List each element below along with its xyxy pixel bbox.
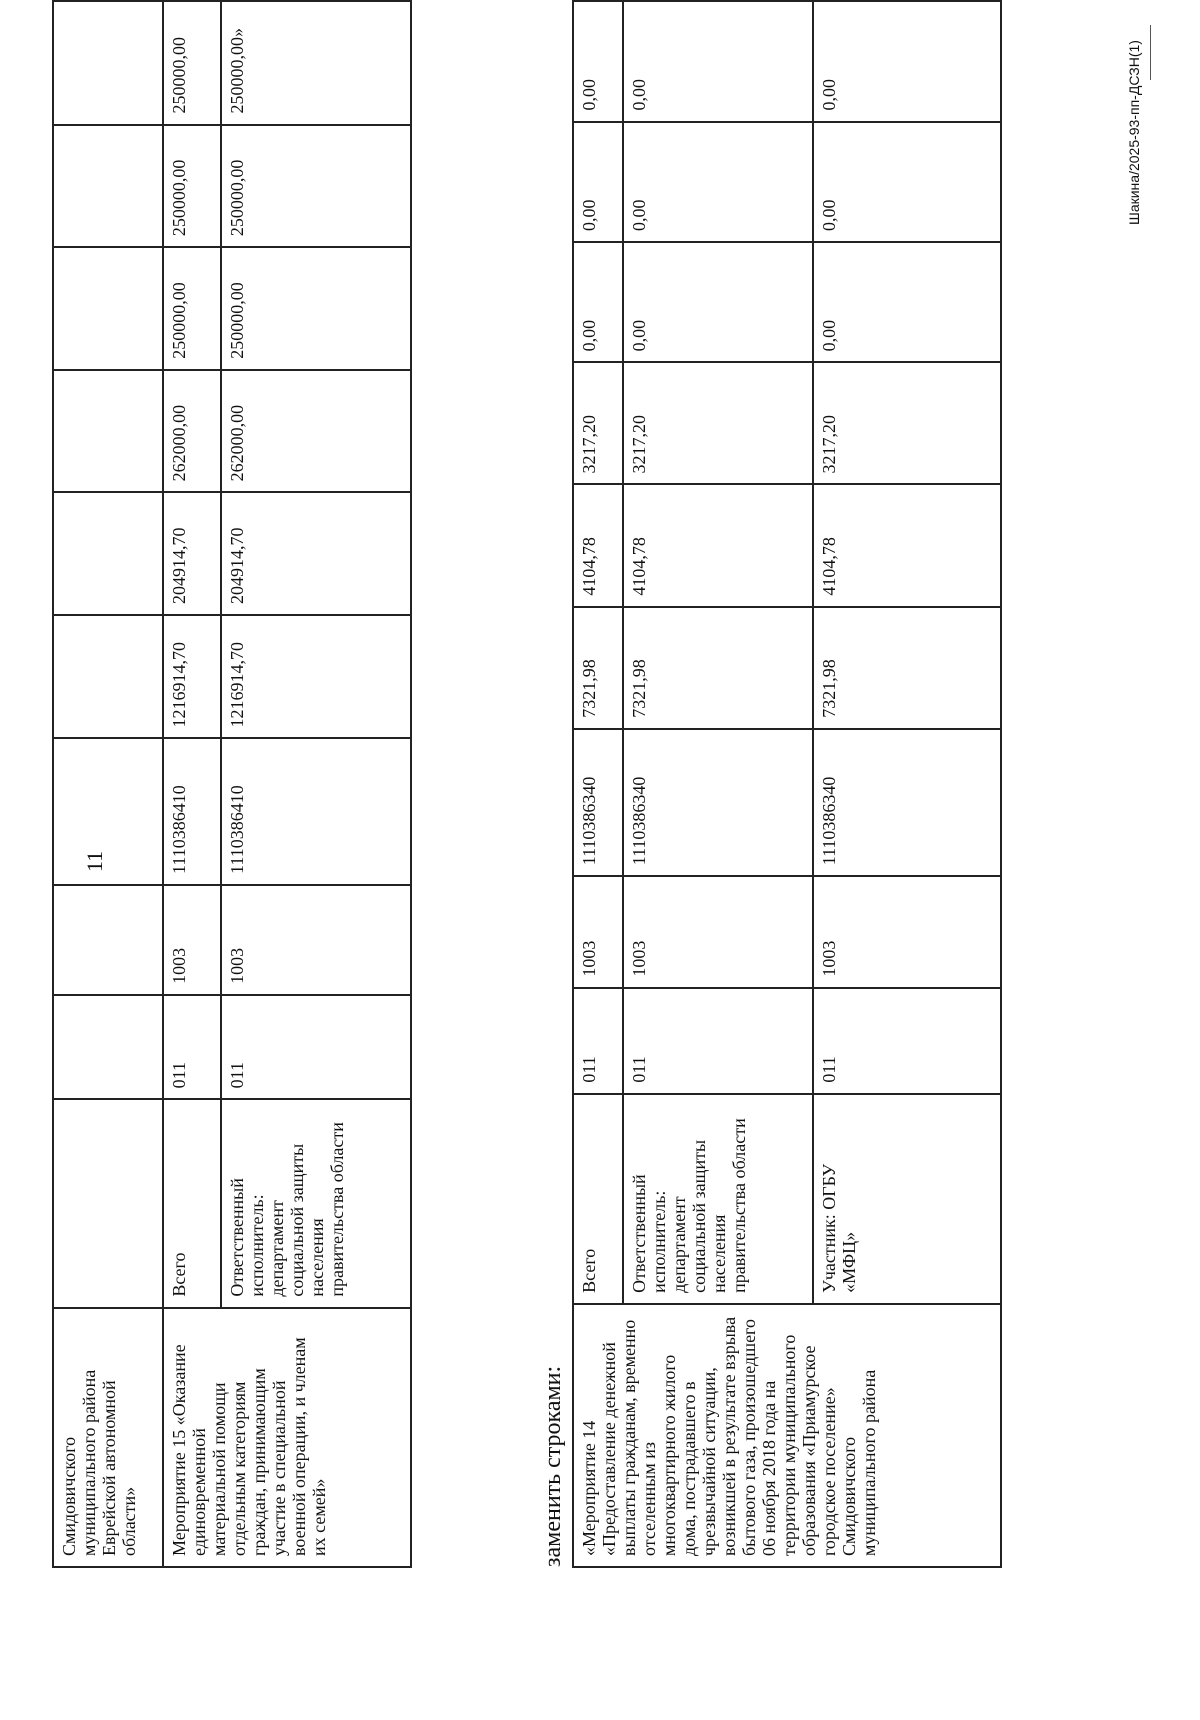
- cell-rz: 1003: [573, 876, 623, 987]
- cell-description: «Мероприятие 14 «Предоставление денежной выплаты гражданам, временно отселенным из многоквартирного жилого дома, пострадавшего в чрезвычайной ситуации, возникшей в результате взрыва бытового газа, произошедшего 06 ноября 2018 года на территории муниципального образования «Приамурское городское поселение» Смидовичского муниципального района: [573, 1304, 1001, 1567]
- cell-value: 4104,78: [623, 485, 813, 607]
- cell-value: 204914,70: [221, 492, 411, 615]
- cell-grbs: 011: [221, 995, 411, 1099]
- cell-value: 0,00: [573, 122, 623, 242]
- cell-participant: Всего: [573, 1094, 623, 1304]
- cell-rz: 1003: [623, 876, 813, 987]
- cell-value: [53, 615, 163, 738]
- cell-value: 250000,00: [163, 247, 221, 370]
- cell-csr: 1110386340: [813, 729, 1001, 876]
- cell-participant: Участник: ОГБУ «МФЦ»: [813, 1094, 1001, 1304]
- cell-value: 0,00: [623, 122, 813, 242]
- cell-grbs: 011: [573, 988, 623, 1094]
- cell-rz: [53, 885, 163, 995]
- cell-value: 7321,98: [623, 607, 813, 729]
- cell-value: 7321,98: [813, 607, 1001, 729]
- cell-value: [53, 492, 163, 615]
- cell-value: 4104,78: [813, 485, 1001, 607]
- table-upper: [52, 0, 412, 1568]
- cell-value: 0,00: [813, 1, 1001, 122]
- cell-value: 7321,98: [573, 607, 623, 729]
- cell-value: 262000,00: [221, 370, 411, 493]
- cell-value: 262000,00: [163, 370, 221, 493]
- cell-csr: 1110386340: [573, 729, 623, 876]
- cell-value: 1216914,70: [163, 615, 221, 738]
- cell-value: 1216914,70: [221, 615, 411, 738]
- cell-value: [53, 247, 163, 370]
- cell-value: 0,00: [573, 1, 623, 122]
- cell-csr: 1110386340: [623, 729, 813, 876]
- cell-value: 250000,00: [221, 247, 411, 370]
- cell-participant: [53, 1099, 163, 1307]
- cell-value: 0,00: [813, 242, 1001, 362]
- cell-value: 3217,20: [573, 362, 623, 484]
- cell-grbs: 011: [813, 988, 1001, 1094]
- cell-value: 204914,70: [163, 492, 221, 615]
- cell-description: Мероприятие 15 «Оказание единовременной материальной помощи отдельным категориям граждан, принимающим участие в специальной военной операции, и членам их семей»: [163, 1308, 411, 1567]
- cell-value: 0,00: [813, 122, 1001, 242]
- table-lower: [572, 0, 1002, 1568]
- cell-csr: 1110386410: [221, 738, 411, 884]
- footer-document-code: Шакина/2025-93-пп-ДСЗН(1): [1126, 40, 1142, 225]
- margin-rule: [1150, 25, 1151, 80]
- cell-value: [53, 1, 163, 125]
- cell-csr: 1110386410: [163, 738, 221, 884]
- cell-value: 250000,00»: [221, 1, 411, 125]
- cell-value: 0,00: [623, 1, 813, 122]
- cell-value: 250000,00: [221, 125, 411, 248]
- cell-grbs: 011: [623, 988, 813, 1094]
- cell-rz: 1003: [163, 885, 221, 995]
- cell-value: 0,00: [573, 242, 623, 362]
- cell-value: 250000,00: [163, 1, 221, 125]
- cell-value: 3217,20: [813, 362, 1001, 484]
- cell-value: 4104,78: [573, 485, 623, 607]
- table-row: [53, 1, 163, 1567]
- table-row: [573, 1, 623, 1567]
- cell-value: [53, 125, 163, 248]
- cell-participant: Ответственный исполнитель: департамент социальной защиты населения правительства области: [623, 1094, 813, 1304]
- cell-participant: Всего: [163, 1099, 221, 1307]
- cell-participant: Ответственный исполнитель: департамент социальной защиты населения правительства области: [221, 1099, 411, 1307]
- page-number: 11: [82, 850, 107, 872]
- cell-grbs: 011: [163, 995, 221, 1099]
- cell-grbs: [53, 995, 163, 1099]
- cell-description: Смидовичского муниципального района Еврейской автономной области»: [53, 1308, 163, 1567]
- cell-value: [53, 370, 163, 493]
- table-row: [163, 1, 221, 1567]
- cell-value: 3217,20: [623, 362, 813, 484]
- cell-rz: 1003: [813, 876, 1001, 987]
- cell-value: 250000,00: [163, 125, 221, 248]
- cell-value: 0,00: [623, 242, 813, 362]
- cell-rz: 1003: [221, 885, 411, 995]
- cell-csr: [53, 738, 163, 884]
- replace-with-rows-label: заменить строками:: [540, 1365, 566, 1567]
